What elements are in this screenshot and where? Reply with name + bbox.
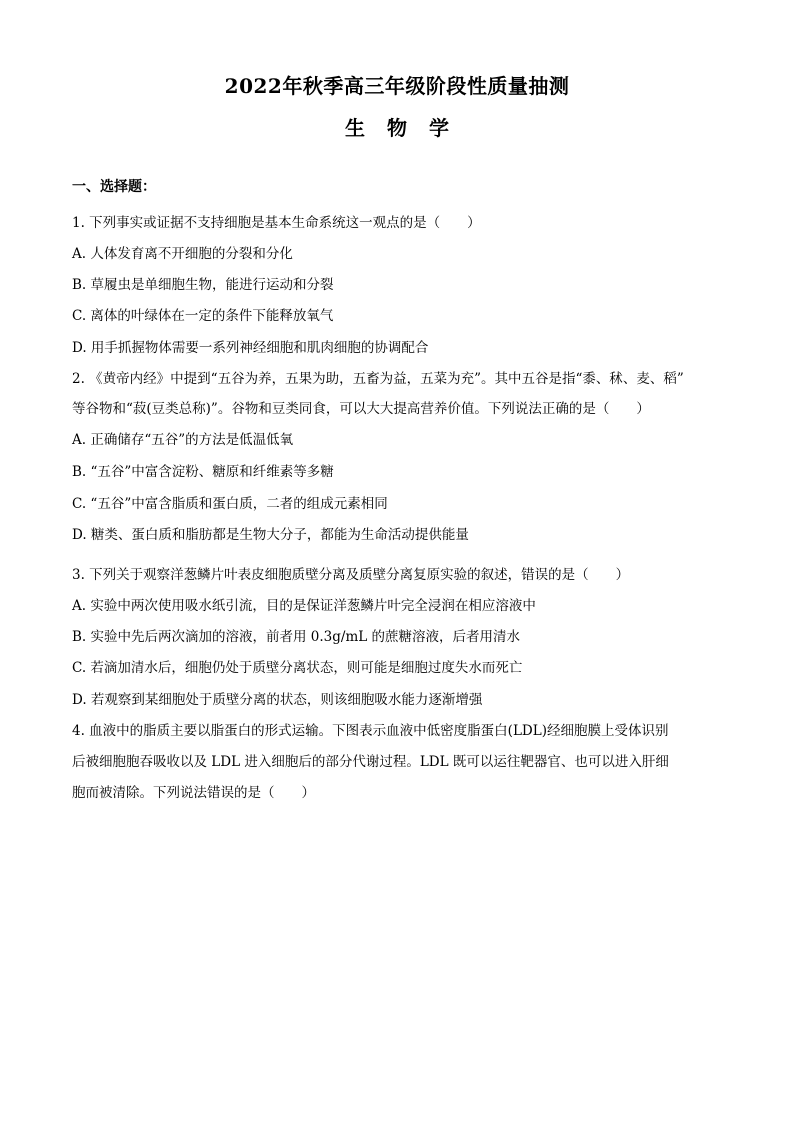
question-3-option-b: B. 实验中先后两次滴加的溶液，前者用 0.3g/mL 的蔗糖溶液，后者用清水	[72, 629, 521, 645]
question-4-stem-line-3: 胞而被清除。下列说法错误的是（ ）	[72, 785, 315, 801]
question-2-stem-line-1: 2. 《黄帝内经》中提到“五谷为养，五果为助，五畜为益，五菜为充”。其中五谷是指“黍、秫、麦、稻”	[72, 371, 684, 387]
exam-title: 2022年秋季高三年级阶段性质量抽测	[224, 74, 570, 98]
subject-title: 生物学	[345, 116, 471, 140]
question-3-option-c: C. 若滴加清水后，细胞仍处于质壁分离状态，则可能是细胞过度失水而死亡	[72, 660, 523, 676]
question-2-option-b: B. “五谷”中富含淀粉、糖原和纤维素等多糖	[72, 464, 334, 480]
section-heading: 一、选择题：	[72, 179, 156, 195]
question-1-option-a: A. 人体发育离不开细胞的分裂和分化	[72, 246, 293, 262]
question-3-stem: 3. 下列关于观察洋葱鳞片叶表皮细胞质壁分离及质壁分离复原实验的叙述，错误的是（ ）	[72, 567, 630, 583]
question-3-option-a: A. 实验中两次使用吸水纸引流，目的是保证洋葱鳞片叶完全浸润在相应溶液中	[72, 598, 536, 614]
question-1-option-b: B. 草履虫是单细胞生物，能进行运动和分裂	[72, 277, 334, 293]
question-1-option-d: D. 用手抓握物体需要一系列神经细胞和肌肉细胞的协调配合	[72, 340, 429, 356]
question-2-option-c: C. “五谷”中富含脂质和蛋白质，二者的组成元素相同	[72, 496, 388, 512]
question-1-stem: 1. 下列事实或证据不支持细胞是基本生命系统这一观点的是（ ）	[72, 215, 481, 231]
question-2-stem-line-2: 等谷物和“菽(豆类总称)”。谷物和豆类同食，可以大大提高营养价值。下列说法正确的是（ ）	[72, 401, 650, 417]
question-1-option-c: C. 离体的叶绿体在一定的条件下能释放氧气	[72, 308, 334, 324]
question-4-stem-line-2: 后被细胞胞吞吸收以及 LDL 进入细胞后的部分代谢过程。LDL 既可以运往靶器官、也可以进入肝细	[72, 754, 669, 770]
question-4-stem-line-1: 4. 血液中的脂质主要以脂蛋白的形式运输。下图表示血液中低密度脂蛋白(LDL)经细胞膜上受体识别	[72, 723, 669, 739]
question-2-option-a: A. 正确储存“五谷”的方法是低温低氧	[72, 432, 294, 448]
question-2-option-d: D. 糖类、蛋白质和脂肪都是生物大分子，都能为生命活动提供能量	[72, 527, 469, 543]
question-3-option-d: D. 若观察到某细胞处于质壁分离的状态，则该细胞吸水能力逐渐增强	[72, 692, 483, 708]
